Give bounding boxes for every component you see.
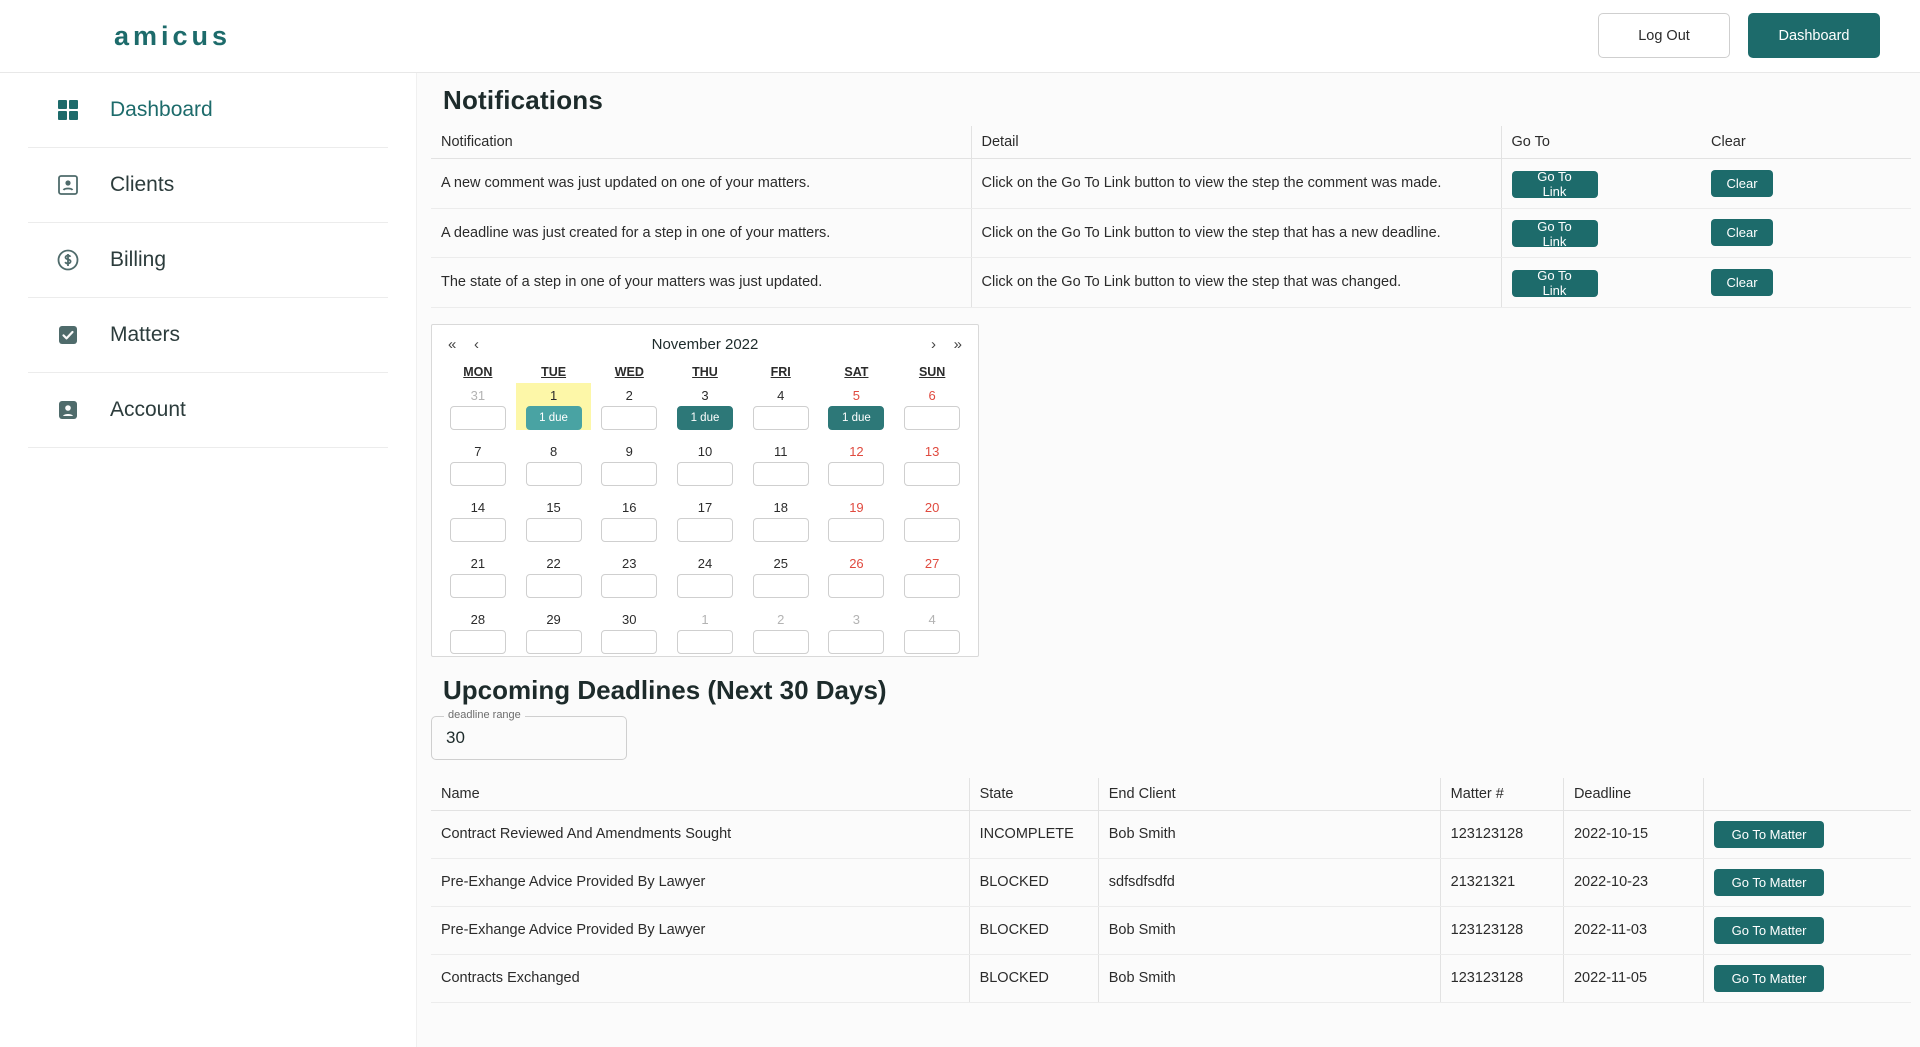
- person-icon: [48, 398, 88, 422]
- clear-cell: [1701, 159, 1911, 209]
- calendar-day-slot[interactable]: [601, 406, 657, 430]
- column-header-notification: Notification: [431, 126, 971, 159]
- dow-wed: WED: [614, 364, 644, 379]
- calendar-day-slot[interactable]: [904, 462, 960, 486]
- calendar-day-slot[interactable]: [450, 462, 506, 486]
- calendar-day-headers: [432, 365, 978, 379]
- table-row: [431, 208, 1911, 258]
- deadline-end-client: Bob Smith: [1098, 810, 1440, 858]
- calendar-prev-button[interactable]: ‹: [474, 336, 479, 353]
- calendar-day[interactable]: [667, 495, 743, 542]
- calendar-day-slot[interactable]: [753, 406, 809, 430]
- clear-button[interactable]: Clear: [1711, 219, 1773, 246]
- notification-text: A new comment was just updated on one of your matters.: [431, 159, 971, 209]
- calendar-week: [440, 607, 970, 654]
- top-bar: [0, 0, 1920, 73]
- sidebar-item-label: Dashboard: [110, 98, 213, 121]
- calendar-day-number: 31: [470, 387, 486, 403]
- calendar-day-slot[interactable]: [753, 630, 809, 654]
- column-header-detail: Detail: [971, 126, 1501, 159]
- calendar-day[interactable]: [819, 607, 895, 654]
- notification-text: The state of a step in one of your matters was just updated.: [431, 258, 971, 308]
- calendar-day-slot[interactable]: [450, 518, 506, 542]
- table-row: [431, 906, 1911, 954]
- calendar-day[interactable]: [591, 607, 667, 654]
- calendar-day[interactable]: [591, 551, 667, 598]
- calendar-day-slot[interactable]: [601, 462, 657, 486]
- deadline-action-cell: [1704, 906, 1911, 954]
- notifications-title: Notifications: [443, 85, 604, 115]
- calendar-day-slot[interactable]: [828, 574, 884, 598]
- deadline-matter-number: 123123128: [1440, 810, 1563, 858]
- go-to-link-button[interactable]: Go To Link: [1512, 171, 1598, 198]
- calendar-day-number: 23: [622, 555, 637, 571]
- calendar-day-number: 19: [849, 499, 864, 515]
- clear-button[interactable]: Clear: [1711, 170, 1773, 197]
- calendar-day-number: 25: [773, 555, 788, 571]
- calendar-day[interactable]: [440, 607, 516, 654]
- deadline-end-client: sdfsdfsdfd: [1098, 858, 1440, 906]
- calendar-day-number: 14: [470, 499, 486, 515]
- calendar-day-slot[interactable]: [677, 630, 733, 654]
- dow-thu: THU: [692, 364, 718, 379]
- calendar-weeks: [432, 383, 978, 654]
- check-badge-icon: [48, 323, 88, 347]
- brand-logo: amicus: [114, 20, 232, 51]
- calendar-day-number: 12: [849, 443, 864, 459]
- calendar-day-number: 6: [928, 387, 936, 403]
- deadline-state: BLOCKED: [969, 858, 1098, 906]
- deadline-date: 2022-10-15: [1563, 810, 1703, 858]
- calendar-day[interactable]: [591, 495, 667, 542]
- deadline-state: BLOCKED: [969, 906, 1098, 954]
- calendar-week: [440, 551, 970, 598]
- calendar-day[interactable]: [667, 551, 743, 598]
- deadline-range-field[interactable]: [431, 708, 627, 760]
- go-to-link-button[interactable]: Go To Link: [1512, 270, 1598, 297]
- calendar-day-today[interactable]: [516, 383, 592, 430]
- deadline-matter-number: 123123128: [1440, 954, 1563, 1002]
- calendar-day[interactable]: [591, 383, 667, 430]
- calendar-day[interactable]: [819, 383, 895, 430]
- calendar-day-slot[interactable]: [677, 462, 733, 486]
- column-header-deadline: Deadline: [1563, 778, 1703, 811]
- calendar-day[interactable]: [894, 383, 970, 430]
- calendar-day[interactable]: [743, 439, 819, 486]
- calendar-day-number: 11: [773, 443, 788, 459]
- calendar-day-number: 27: [924, 555, 940, 571]
- table-header-row: [431, 126, 1911, 159]
- calendar-day[interactable]: [440, 383, 516, 430]
- calendar-day-number: 15: [546, 499, 561, 515]
- goto-cell: [1501, 258, 1701, 308]
- calendar-day-number: 28: [470, 611, 486, 627]
- go-to-matter-button[interactable]: Go To Matter: [1714, 917, 1824, 944]
- calendar-day-number: 9: [625, 443, 633, 459]
- calendar-day[interactable]: [667, 439, 743, 486]
- calendar-day[interactable]: [440, 439, 516, 486]
- clear-cell: [1701, 258, 1911, 308]
- calendar-day[interactable]: [743, 383, 819, 430]
- calendar-day-number: 20: [924, 499, 940, 515]
- calendar-day[interactable]: [516, 551, 592, 598]
- calendar-day[interactable]: [894, 495, 970, 542]
- deadline-range-input[interactable]: [444, 727, 604, 749]
- calendar-day[interactable]: [894, 607, 970, 654]
- go-to-matter-button[interactable]: Go To Matter: [1714, 965, 1824, 992]
- calendar-day-slot[interactable]: 1 due: [677, 406, 733, 430]
- deadline-state: BLOCKED: [969, 954, 1098, 1002]
- calendar-day-number: 13: [924, 443, 940, 459]
- deadline-action-cell: [1704, 954, 1911, 1002]
- calendar-day-number: 4: [928, 611, 936, 627]
- table-row: [431, 858, 1911, 906]
- calendar-day-slot[interactable]: [828, 518, 884, 542]
- calendar-day-number: 3: [701, 387, 709, 403]
- column-header-goto: Go To: [1501, 126, 1701, 159]
- calendar-day-slot[interactable]: [450, 406, 506, 430]
- calendar-day[interactable]: [591, 439, 667, 486]
- column-header-matter: Matter #: [1440, 778, 1563, 811]
- dashboard-button[interactable]: Dashboard: [1748, 13, 1880, 58]
- calendar-day-number: 18: [773, 499, 788, 515]
- goto-cell: [1501, 208, 1701, 258]
- calendar-day-slot[interactable]: [526, 630, 582, 654]
- column-header-end-client: End Client: [1098, 778, 1440, 811]
- deadline-matter-number: 21321321: [1440, 858, 1563, 906]
- column-header-action: [1704, 778, 1911, 811]
- calendar-day-number: 1: [701, 611, 709, 627]
- calendar-day[interactable]: [819, 495, 895, 542]
- deadline-name: Contracts Exchanged: [431, 954, 969, 1002]
- go-to-link-button[interactable]: Go To Link: [1512, 220, 1598, 247]
- deadlines-table: [431, 778, 1911, 1003]
- calendar-day-number: 3: [852, 611, 861, 627]
- calendar-day-slot[interactable]: [601, 574, 657, 598]
- deadline-name: Pre-Exhange Advice Provided By Lawyer: [431, 858, 969, 906]
- calendar-day[interactable]: [819, 439, 895, 486]
- column-header-clear: Clear: [1701, 126, 1911, 159]
- dollar-icon: [48, 248, 88, 272]
- calendar-title: November 2022: [651, 336, 759, 353]
- calendar-day-number: 22: [546, 555, 561, 571]
- calendar-day[interactable]: [743, 607, 819, 654]
- logout-button[interactable]: Log Out: [1598, 13, 1730, 58]
- deadline-end-client: Bob Smith: [1098, 954, 1440, 1002]
- calendar-day-slot[interactable]: [526, 462, 582, 486]
- calendar-day-slot[interactable]: [904, 574, 960, 598]
- calendar-day-number: 2: [625, 387, 633, 403]
- calendar-day[interactable]: [819, 551, 895, 598]
- calendar-day[interactable]: [516, 495, 592, 542]
- clear-cell: [1701, 208, 1911, 258]
- calendar-day[interactable]: [667, 607, 743, 654]
- clear-button[interactable]: Clear: [1711, 269, 1773, 296]
- calendar-day[interactable]: [516, 439, 592, 486]
- calendar-day-number: 7: [474, 443, 482, 459]
- deadline-date: 2022-11-05: [1563, 954, 1703, 1002]
- calendar-day-number: 30: [622, 611, 637, 627]
- calendar-day[interactable]: [440, 551, 516, 598]
- grid-icon: [48, 98, 88, 122]
- calendar-day-slot[interactable]: [450, 574, 506, 598]
- calendar-day-number: 8: [549, 443, 558, 459]
- go-to-matter-button[interactable]: Go To Matter: [1714, 821, 1824, 848]
- sidebar-item-label: Matters: [110, 323, 181, 346]
- calendar-day-number: 2: [777, 611, 785, 627]
- calendar-day-number: 21: [470, 555, 486, 571]
- calendar-day-number: 29: [546, 611, 561, 627]
- calendar-week: [440, 439, 970, 486]
- calendar-day[interactable]: [894, 551, 970, 598]
- deadline-action-cell: [1704, 858, 1911, 906]
- calendar-day-slot[interactable]: [450, 630, 506, 654]
- deadline-date: 2022-11-03: [1563, 906, 1703, 954]
- calendar-last-button[interactable]: »: [953, 336, 962, 353]
- calendar-day-slot[interactable]: [753, 518, 809, 542]
- deadline-matter-number: 123123128: [1440, 906, 1563, 954]
- calendar-week: [440, 383, 970, 430]
- goto-cell: [1501, 159, 1701, 209]
- main-content: [416, 73, 1920, 1047]
- calendar-day-number: 1: [549, 387, 558, 403]
- dow-mon: MON: [463, 364, 493, 379]
- deadline-state: INCOMPLETE: [969, 810, 1098, 858]
- sidebar-item-matters[interactable]: [28, 298, 388, 373]
- calendar-day-slot[interactable]: [601, 630, 657, 654]
- dow-fri: FRI: [770, 364, 791, 379]
- deadline-end-client: Bob Smith: [1098, 906, 1440, 954]
- calendar-day-slot[interactable]: 1 due: [828, 406, 884, 430]
- sidebar-item-label: Billing: [110, 248, 167, 271]
- calendar-day-slot[interactable]: [828, 630, 884, 654]
- go-to-matter-button[interactable]: Go To Matter: [1714, 869, 1824, 896]
- calendar-day-slot[interactable]: [601, 518, 657, 542]
- table-row: [431, 810, 1911, 858]
- deadline-date: 2022-10-23: [1563, 858, 1703, 906]
- calendar-day-slot[interactable]: [753, 462, 809, 486]
- sidebar-item-dashboard[interactable]: [28, 73, 388, 148]
- calendar-day-number: 16: [622, 499, 637, 515]
- sidebar-item-label: Account: [110, 398, 186, 421]
- table-row: [431, 159, 1911, 209]
- calendar-header: [432, 325, 978, 365]
- calendar-week: [440, 495, 970, 542]
- calendar-day-slot[interactable]: [526, 574, 582, 598]
- calendar-day-slot[interactable]: [828, 462, 884, 486]
- deadline-name: Contract Reviewed And Amendments Sought: [431, 810, 969, 858]
- calendar-day-number: 26: [849, 555, 864, 571]
- calendar-day-number: 5: [852, 387, 861, 403]
- column-header-name: Name: [431, 778, 969, 811]
- calendar-day-slot[interactable]: [753, 574, 809, 598]
- deadline-action-cell: [1704, 810, 1911, 858]
- calendar-next-button[interactable]: ›: [931, 336, 936, 353]
- calendar-day[interactable]: [743, 551, 819, 598]
- dow-sat: SAT: [844, 364, 869, 379]
- sidebar-item-clients[interactable]: [28, 148, 388, 223]
- calendar-day[interactable]: [894, 439, 970, 486]
- sidebar-item-label: Clients: [110, 173, 175, 196]
- calendar-day-slot[interactable]: [904, 406, 960, 430]
- calendar-day-number: 24: [697, 555, 713, 571]
- calendar-day[interactable]: [440, 495, 516, 542]
- sidebar-item-billing[interactable]: [28, 223, 388, 298]
- calendar-day-number: 17: [697, 499, 713, 515]
- calendar-day-slot[interactable]: [904, 518, 960, 542]
- calendar-day-slot[interactable]: [904, 630, 960, 654]
- calendar-day-slot[interactable]: [677, 518, 733, 542]
- calendar-day-number: 10: [697, 443, 713, 459]
- calendar-day-slot[interactable]: 1 due: [526, 406, 582, 430]
- dow-sun: SUN: [918, 364, 946, 379]
- calendar-widget: [431, 324, 979, 657]
- calendar-day[interactable]: [743, 495, 819, 542]
- notification-detail: Click on the Go To Link button to view the step the comment was made.: [971, 159, 1501, 209]
- calendar-day-slot[interactable]: [526, 518, 582, 542]
- dow-tue: TUE: [541, 364, 567, 379]
- notification-text: A deadline was just created for a step in one of your matters.: [431, 208, 971, 258]
- upcoming-deadlines-title: Upcoming Deadlines (Next 30 Days): [443, 674, 887, 705]
- notifications-table: [431, 126, 1911, 308]
- sidebar-item-account[interactable]: [28, 373, 388, 448]
- table-header-row: [431, 778, 1911, 811]
- sidebar: [0, 73, 416, 1047]
- top-bar-actions: [1598, 13, 1880, 58]
- calendar-day-number: 4: [777, 387, 785, 403]
- notification-detail: Click on the Go To Link button to view the step that was changed.: [971, 258, 1501, 308]
- calendar-first-button[interactable]: «: [448, 336, 457, 353]
- calendar-day[interactable]: [667, 383, 743, 430]
- calendar-day-slot[interactable]: [677, 574, 733, 598]
- calendar-day[interactable]: [516, 607, 592, 654]
- id-card-icon: [48, 173, 88, 197]
- column-header-state: State: [969, 778, 1098, 811]
- table-row: [431, 258, 1911, 308]
- notification-detail: Click on the Go To Link button to view the step that has a new deadline.: [971, 208, 1501, 258]
- deadline-range-label: deadline range: [444, 709, 525, 721]
- deadline-name: Pre-Exhange Advice Provided By Lawyer: [431, 906, 969, 954]
- table-row: [431, 954, 1911, 1002]
